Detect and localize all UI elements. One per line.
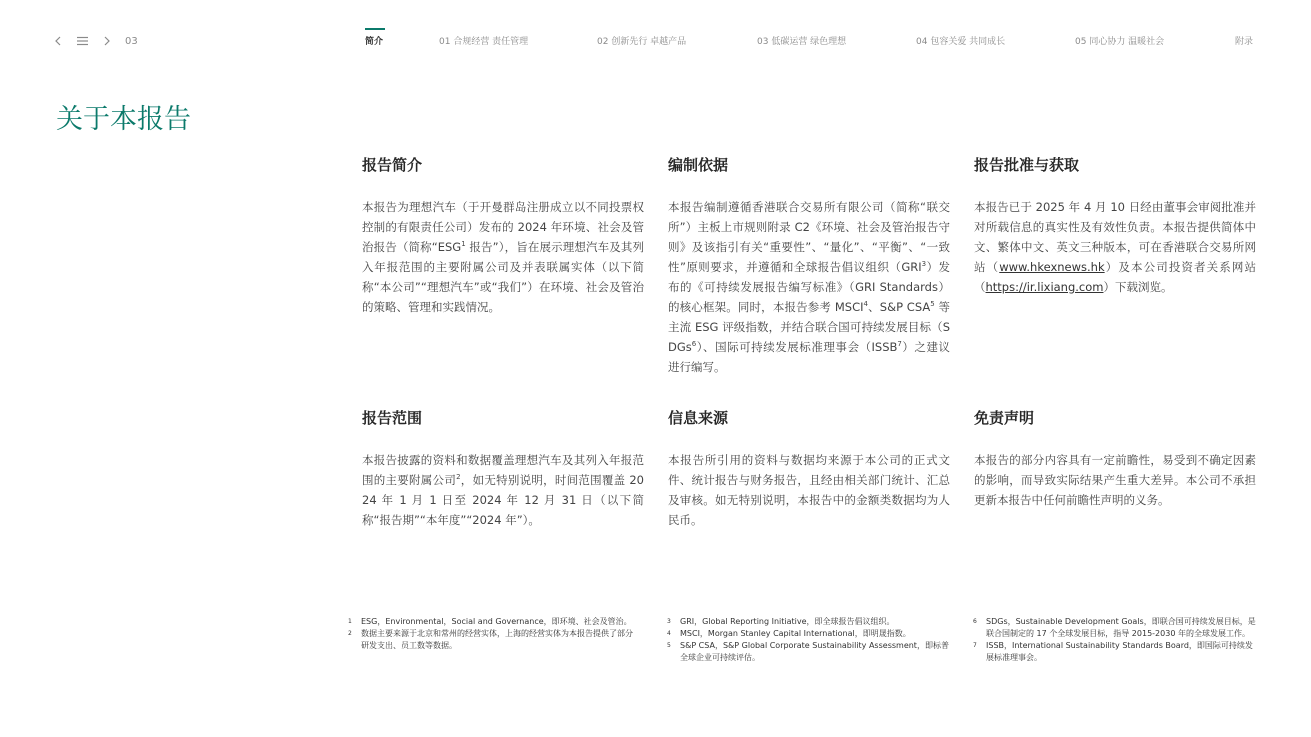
hkex-link[interactable]: www.hkexnews.hk (999, 260, 1105, 274)
investor-relations-link[interactable]: https://ir.lixiang.com (985, 280, 1104, 294)
footnote-item: 6 SDGs，Sustainable Development Goals，即联合国可持续发展目标，是联合国制定的 17 个全球发展目标，指导 2015-2030 年的全球发展工作。 (973, 617, 1256, 638)
section-heading: 报告批准与获取 (974, 156, 1080, 174)
footnote-ref: 2 (456, 473, 461, 482)
footnote-ref: 1 (461, 240, 466, 249)
section-source (668, 407, 950, 530)
footnote-item: 4 MSCI，Morgan Stanley Capital International，即明晟指数。 (667, 629, 911, 638)
chapter-tabs (0, 27, 1311, 57)
section-report-intro (362, 154, 644, 317)
footnote-ref: 5 (930, 300, 935, 309)
section-body: 本报告已于 2025 年 4 月 10 日经由董事会审阅批准并对所载信息的真实性及有效性负责。本报告提供简体中文、繁体中文、英文三种版本，可在香港联合交易所网站（www.hkexnews.hk）及本公司投资者关系网站（https://ir.lixiang.com）下载浏览。 (974, 200, 1257, 294)
section-basis (668, 154, 950, 377)
section-body: 本报告的部分内容具有一定前瞻性，易受到不确定因素的影响，而导致实际结果产生重大差异。本公司不承担更新本报告中任何前瞻性声明的义务。 (974, 453, 1256, 507)
tab-chapter-05[interactable]: 05 同心协力 温暖社会 (1075, 37, 1165, 47)
footnote-item: 2 数据主要来源于北京和常州的经营实体，上海的经营实体为本报告提供了部分研发支出、员工数等数据。 (348, 629, 633, 650)
footnote-item: 7 ISSB，International Sustainability Standards Board，即国际可持续发展标准理事会。 (973, 641, 1253, 662)
tab-appendix[interactable]: 附录 (1235, 37, 1254, 47)
footnote-ref: 6 (691, 340, 697, 349)
section-heading: 报告范围 (362, 409, 423, 427)
section-approval (974, 154, 1256, 297)
footnotes-col-3 (973, 616, 1258, 664)
section-body: 本报告编制遵循香港联合交易所有限公司（简称“联交所”）主板上市规则附录 C2《环境、社会及管治报告守则》及该指引有关“重要性”、“量化”、“平衡”、“一致性”原则要求，并遵循和全球报告倡议组织（GRI$^3$）发布的《可持续发展报告编写标准》（GRI Standards）的核心框架。同时，本报告参考 MSCI$^4$、S&P CSA$^5$ 等主流 ESG 评级指数，并结合联合国可持续发展目标（SDGs$^6$）、国际可持续发展标准理事会（ISSB$^7$）之建议进行编写。 (668, 200, 951, 374)
footnote-item: 3 GRI，Global Reporting Initiative，即全球报告倡议组织。 (667, 617, 895, 626)
section-body: 本报告为理想汽车（于开曼群岛注册成立以不同投票权控制的有限责任公司）发布的 2024 年环境、社会及管治报告（简称“ESG$^1$ 报告”），旨在展示理想汽车及其列入年报范围的主要附属公司及并表联属实体（以下简称“本公司”“理想汽车”或“我们”）在环境、社会及管治的策略、管理和实践情况。 (362, 200, 644, 314)
tab-intro[interactable]: 简介 (365, 34, 383, 47)
section-heading: 编制依据 (668, 156, 729, 174)
section-scope (362, 407, 644, 530)
section-heading: 信息来源 (668, 409, 729, 427)
footnote-item: 5 S&P CSA，S&P Global Corporate Sustainability Assessment，即标普全球企业可持续评估。 (667, 641, 949, 662)
section-body: 本报告所引用的资料与数据均来源于本公司的正式文件、统计报告与财务报告，且经由相关部门统计、汇总及审核。如无特别说明，本报告中的金额类数据均为人民币。 (668, 453, 950, 527)
footnotes-col-2 (667, 616, 952, 664)
tab-chapter-01[interactable]: 01 合规经营 责任管理 (439, 37, 529, 47)
footnote-ref: 3 (921, 260, 927, 269)
footnotes-col-1 (348, 616, 633, 652)
section-disclaimer (974, 407, 1256, 510)
footnote-item: 1 ESG，Environmental，Social and Governance，即环境、社会及管治。 (348, 617, 632, 626)
tab-chapter-03[interactable]: 03 低碳运营 绿色理想 (757, 37, 847, 47)
section-heading: 报告简介 (362, 156, 423, 174)
section-body: 本报告披露的资料和数据覆盖理想汽车及其列入年报范围的主要附属公司$^2$，如无特别说明，时间范围覆盖 2024 年 1 月 1 日至 2024 年 12 月 31 日（以下简称“报告期”“本年度”“2024 年”）。 (362, 453, 644, 527)
page-title: 关于本报告 (56, 104, 191, 135)
section-heading: 免责声明 (974, 409, 1035, 427)
tab-chapter-02[interactable]: 02 创新先行 卓越产品 (597, 37, 687, 47)
footnote-ref: 4 (863, 300, 868, 309)
page-number: 03 (125, 35, 138, 47)
tab-chapter-04[interactable]: 04 包容关爱 共同成长 (916, 37, 1006, 47)
footnote-ref: 7 (897, 340, 902, 349)
